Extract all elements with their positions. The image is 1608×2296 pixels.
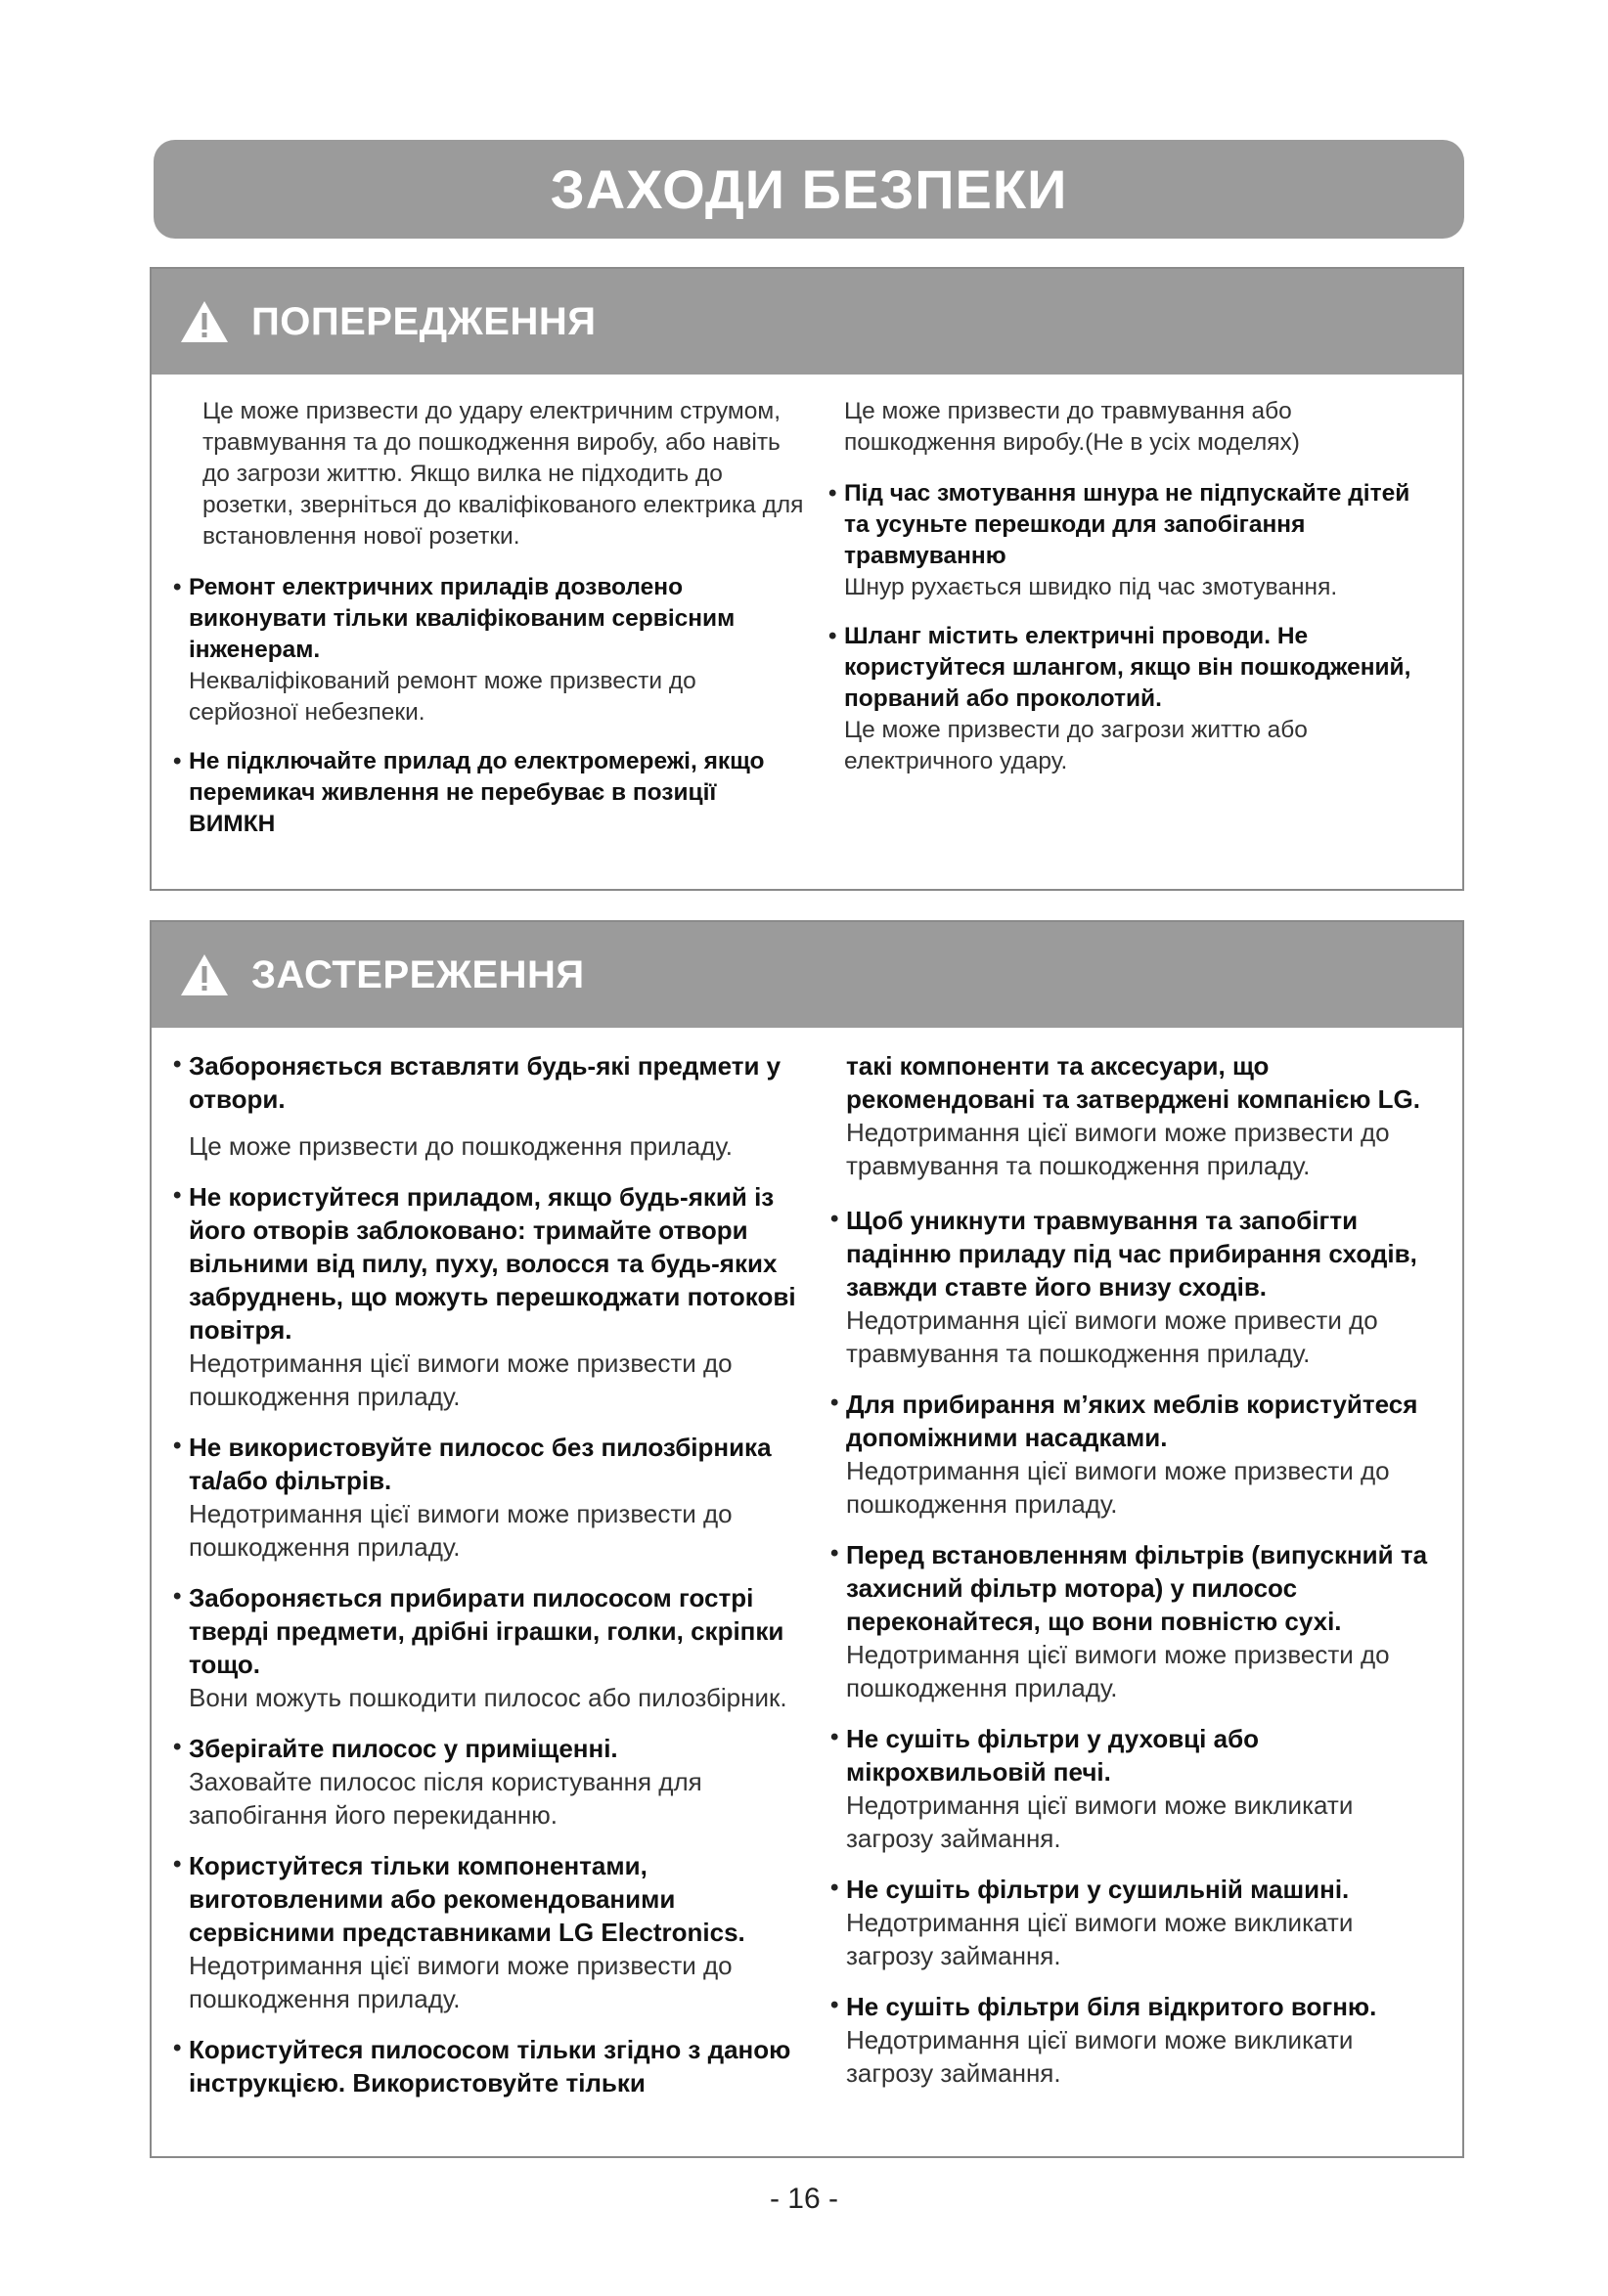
caution-left-column bbox=[152, 1049, 825, 2117]
warning-left-intro: Це може призвести до удару електричним струмом, травмування та до пошкодження виробу, або навіть до загрози життю. Якщо вилка не підходить до розетки, зверніться до кваліфікованого електрика для встановлення нової розетки. bbox=[202, 398, 804, 550]
caution-continuation-desc: Недотримання цієї вимоги може призвести до травмування та пошкодження приладу. bbox=[846, 1118, 1390, 1180]
warning-item: • Шланг містить електричні проводи. Не користуйтеся шлангом, якщо він пошкоджений, порваний або проколотий. Це може призвести до загрози життю або електричного удару. bbox=[828, 623, 1411, 774]
caution-heading: ЗАСТЕРЕЖЕННЯ bbox=[251, 952, 585, 996]
warning-triangle-icon bbox=[179, 299, 230, 344]
caution-section bbox=[150, 920, 1464, 2158]
warning-right-column bbox=[826, 396, 1462, 858]
warning-right-intro: Це може призвести до травмування або пошкодження виробу.(Не в усіх моделях) bbox=[844, 398, 1300, 456]
caution-item: • Забороняється вставляти будь-які предмети у отвори. Це може призвести до пошкодження приладу. bbox=[173, 1051, 782, 1161]
page-number: - 16 - bbox=[769, 2183, 839, 2215]
warning-item: • Ремонт електричних приладів дозволено виконувати тільки кваліфікованим сервісним інженерам. Некваліфікований ремонт може призвести до серйозної небезпеки. bbox=[173, 574, 736, 726]
warning-left-column bbox=[152, 396, 826, 858]
warning-item: • Не підключайте прилад до електромережі, якщо перемикач живлення не перебуває в позиції ВИМКН bbox=[173, 748, 765, 837]
caution-item: • Щоб уникнути травмування та запобігти падінню приладу під час прибирання сходів, завжди ставте його внизу сходів. Недотримання цієї вимоги може привести до травмування та пошкодження приладу. bbox=[830, 1206, 1417, 1368]
warning-item: • Під час змотування шнура не підпускайте дітей та усуньте перешкоди для запобігання травмуванню Шнур рухається швидко під час змотування. bbox=[828, 480, 1410, 600]
page-title-bar bbox=[154, 140, 1464, 239]
page-title: ЗАХОДИ БЕЗПЕКИ bbox=[550, 158, 1068, 220]
warning-triangle-icon bbox=[179, 952, 230, 997]
caution-item: • Не сушіть фільтри біля відкритого вогню. Недотримання цієї вимоги може викликати загрозу займання. bbox=[830, 1992, 1377, 2088]
caution-item: • Не сушіть фільтри у духовці або мікрохвильовій печі. Недотримання цієї вимоги може викликати загрозу займання. bbox=[830, 1724, 1354, 1853]
caution-item: • Зберігайте пилосос у приміщенні. Заховайте пилосос після користування для запобігання його перекиданню. bbox=[173, 1734, 702, 1830]
caution-item: • Не використовуйте пилосос без пилозбірника та/або фільтрів. Недотримання цієї вимоги може призвести до пошкодження приладу. bbox=[173, 1433, 772, 1562]
warning-header bbox=[152, 269, 1462, 375]
caution-item: • Користуйтеся тільки компонентами, виготовленими або рекомендованими сервісними представниками LG Electronics. Недотримання цієї вимоги може призвести до пошкодження приладу. bbox=[173, 1851, 745, 2013]
caution-item: • Забороняється прибирати пилососом гострі тверді предмети, дрібні іграшки, голки, скріпки тощо. Вони можуть пошкодити пилосос або пилозбірник. bbox=[173, 1583, 787, 1712]
warning-section bbox=[150, 267, 1464, 891]
caution-header bbox=[152, 922, 1462, 1028]
caution-right-column bbox=[825, 1049, 1462, 2117]
caution-item: • Не користуйтеся приладом, якщо будь-який із його отворів заблоковано: тримайте отвори вільними від пилу, пуху, волосся та будь-яких забруднень, що можуть перешкоджати потокові повітря. Недотримання цієї вимоги може призвести до пошкодження приладу. bbox=[173, 1182, 796, 1411]
caution-item: • Для прибирання м’яких меблів користуйтеся допоміжними насадками. Недотримання цієї вимоги може призвести до пошкодження приладу. bbox=[830, 1390, 1418, 1519]
caution-item: • Не сушіть фільтри у сушильній машині. Недотримання цієї вимоги може викликати загрозу займання. bbox=[830, 1875, 1354, 1970]
caution-item: • Перед встановленням фільтрів (випускний та захисний фільтр мотора) у пилосос переконайтеся, що вони повністю сухі. Недотримання цієї вимоги може призвести до пошкодження приладу. bbox=[830, 1540, 1428, 1702]
caution-item: • Користуйтеся пилососом тільки згідно з даною інструкцією. Використовуйте тільки bbox=[173, 2035, 791, 2097]
warning-heading: ПОПЕРЕДЖЕННЯ bbox=[251, 299, 597, 343]
caution-continuation-title: такі компоненти та аксесуари, що рекомендовані та затверджені компанією LG. bbox=[846, 1051, 1420, 1114]
